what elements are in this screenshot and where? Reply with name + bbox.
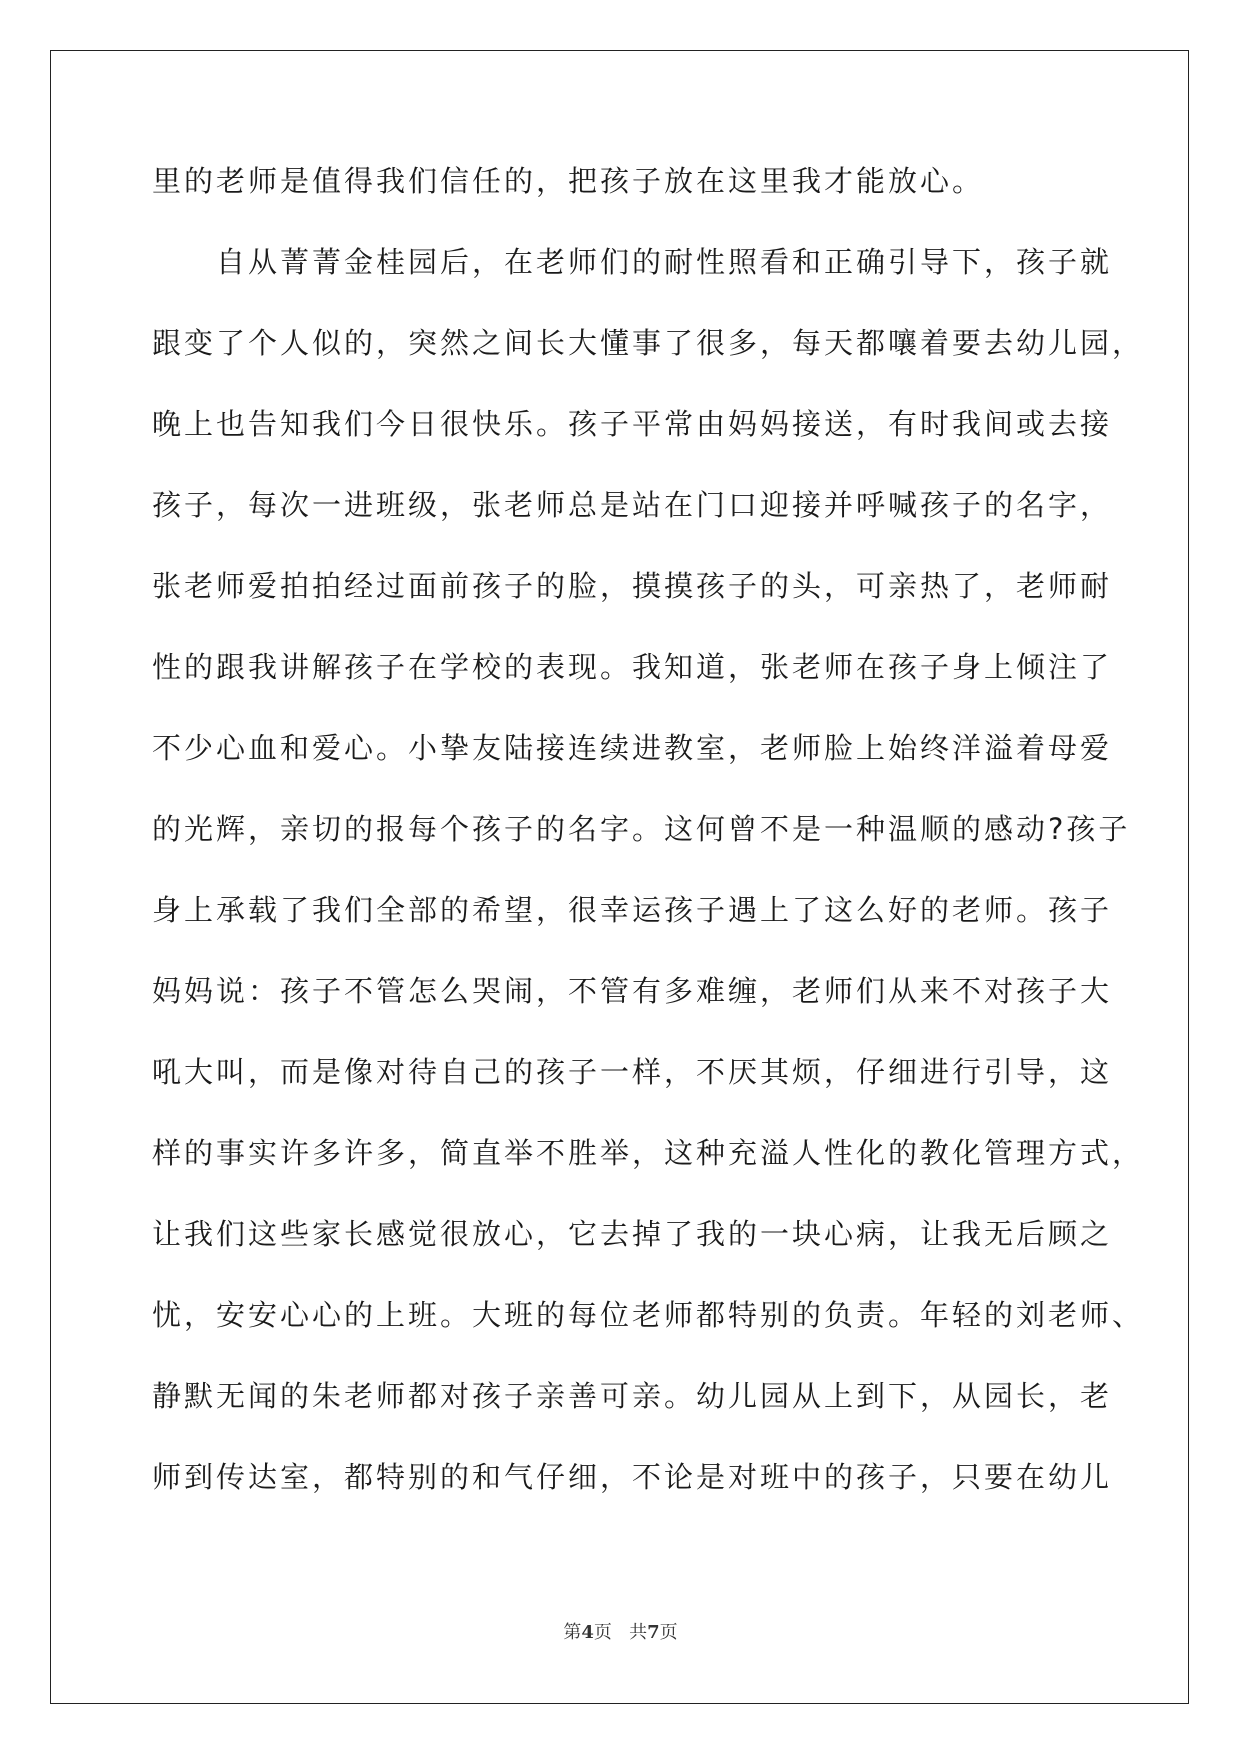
current-page-number: 4 — [581, 1622, 594, 1643]
text-line: 样的事实许多许多，简直举不胜举，这种充溢人性化的教化管理方式， — [152, 1136, 1145, 1170]
text-line: 的光辉，亲切的报每个孩子的名字。这何曾不是一种温顺的感动?孩子 — [152, 812, 1131, 846]
text-line: 师到传达室，都特别的和气仔细，不论是对班中的孩子，只要在幼儿 — [152, 1460, 1113, 1494]
text-line: 忧，安安心心的上班。大班的每位老师都特别的负责。年轻的刘老师、 — [152, 1298, 1145, 1332]
text-line: 里的老师是值得我们信任的，把孩子放在这里我才能放心。 — [152, 164, 985, 198]
text-line: 让我们这些家长感觉很放心，它去掉了我的一块心病，让我无后顾之 — [152, 1217, 1113, 1251]
text-line: 妈妈说：孩子不管怎么哭闹，不管有多难缠，老师们从来不对孩子大 — [152, 974, 1113, 1008]
text-line: 吼大叫，而是像对待自己的孩子一样，不厌其烦，仔细进行引导，这 — [152, 1055, 1113, 1089]
document-body — [152, 161, 1145, 1538]
page-footer — [0, 1618, 1241, 1644]
text-line: 不少心血和爱心。小挚友陆接连续进教室，老师脸上始终洋溢着母爱 — [152, 731, 1113, 765]
text-line: 身上承载了我们全部的希望，很幸运孩子遇上了这么好的老师。孩子 — [152, 893, 1113, 927]
text-line: 孩子，每次一进班级，张老师总是站在门口迎接并呼喊孩子的名字， — [152, 488, 1113, 522]
page-prefix: 第 — [563, 1622, 582, 1643]
text-line: 张老师爱拍拍经过面前孩子的脸，摸摸孩子的头，可亲热了，老师耐 — [152, 569, 1113, 603]
text-line: 跟变了个人似的，突然之间长大懂事了很多，每天都嚷着要去幼儿园， — [152, 326, 1145, 360]
total-suffix: 页 — [659, 1622, 678, 1643]
text-line: 静默无闻的朱老师都对孩子亲善可亲。幼儿园从上到下，从园长，老 — [152, 1379, 1113, 1413]
text-line: 性的跟我讲解孩子在学校的表现。我知道，张老师在孩子身上倾注了 — [152, 650, 1113, 684]
page-suffix: 页 — [593, 1622, 612, 1643]
total-page-number: 7 — [647, 1622, 660, 1643]
text-line: 自从菁菁金桂园后，在老师们的耐性照看和正确引导下，孩子就 — [216, 245, 1113, 279]
text-line: 晚上也告知我们今日很快乐。孩子平常由妈妈接送，有时我间或去接 — [152, 407, 1113, 441]
total-prefix: 共 — [629, 1622, 648, 1643]
